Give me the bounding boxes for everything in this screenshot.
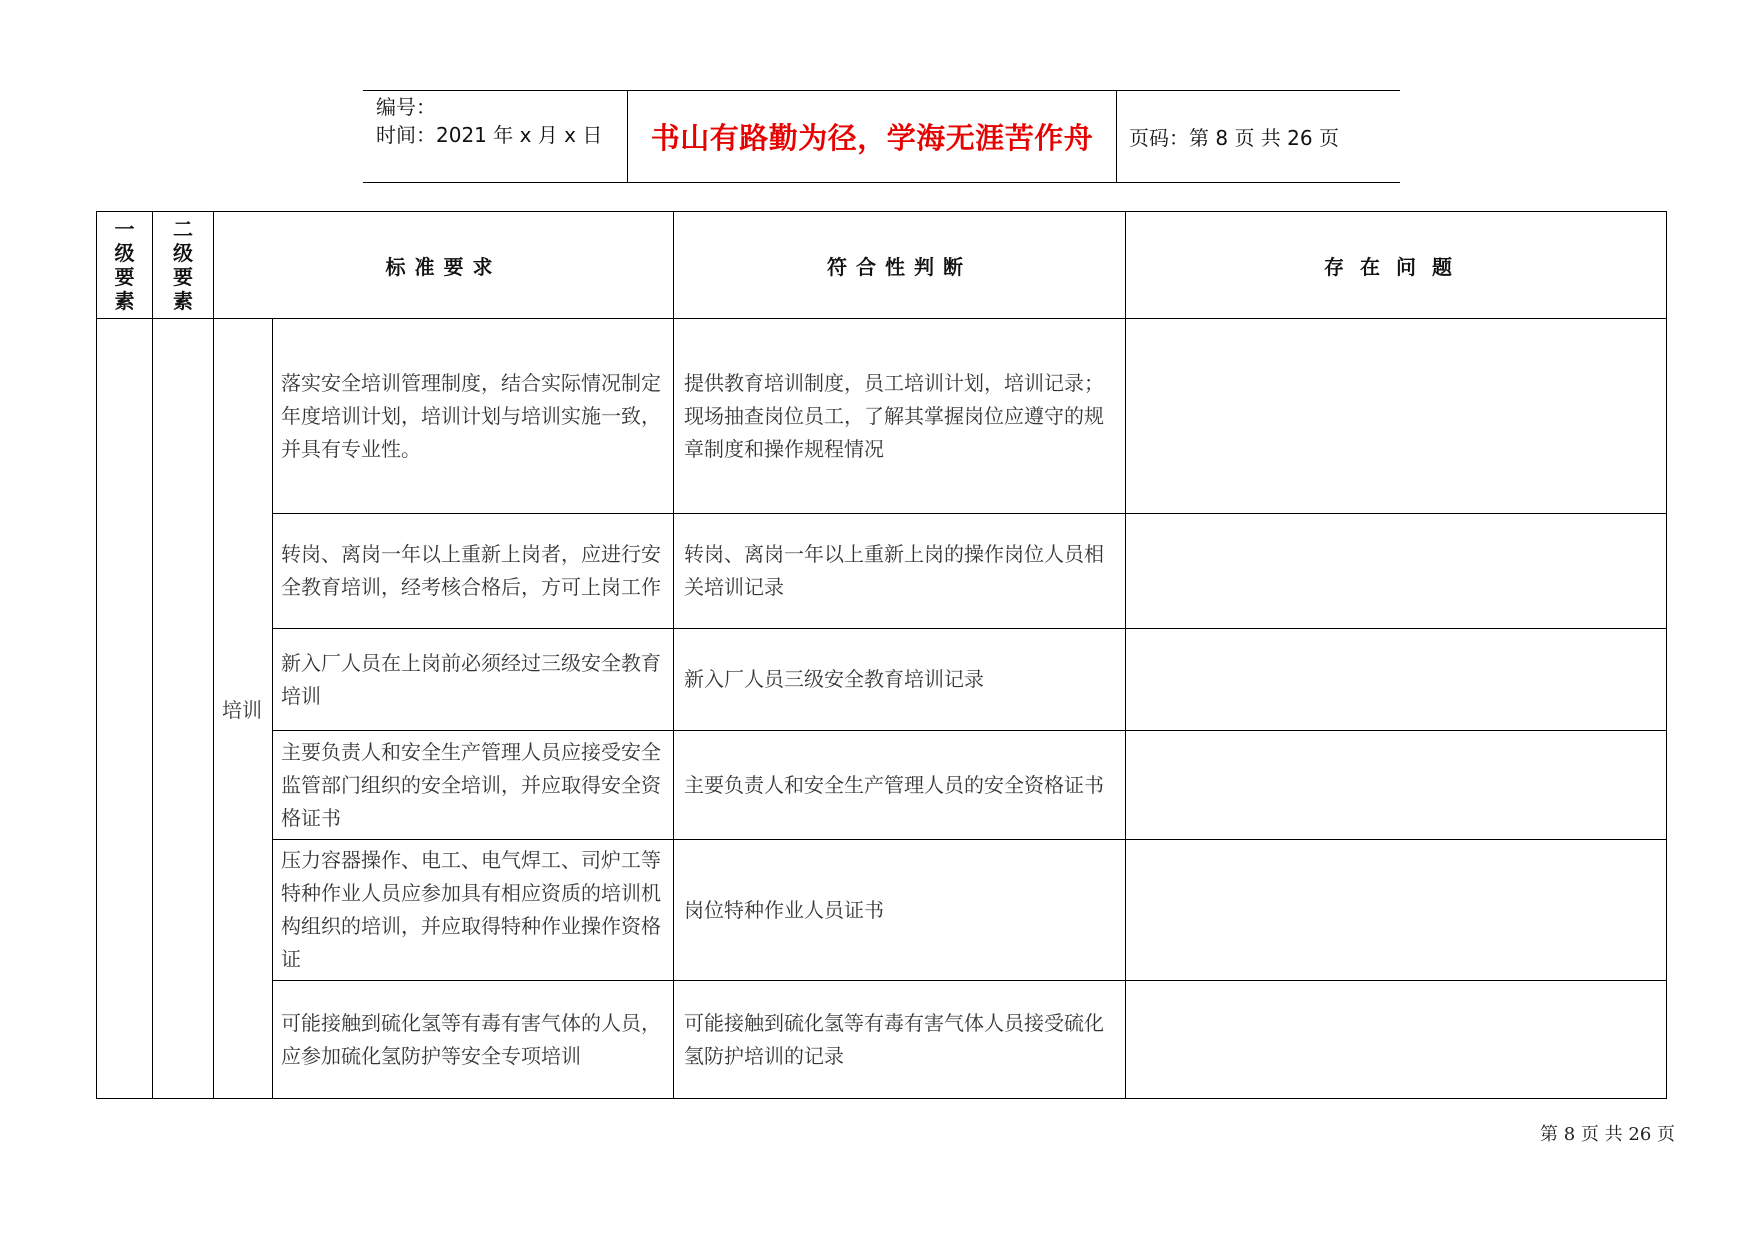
issues-cell	[1126, 319, 1667, 514]
header-level2	[153, 212, 214, 319]
standard-cell: 转岗、离岗一年以上重新上岗者，应进行安全教育培训，经考核合格后，方可上岗工作	[273, 514, 674, 629]
header-judgment	[674, 212, 1126, 319]
judgment-cell: 可能接触到硫化氢等有毒有害气体人员接受硫化氢防护培训的记录	[674, 981, 1126, 1099]
header-standard-label: 标准要求	[385, 254, 502, 279]
table-row	[97, 731, 1667, 840]
issues-cell	[1126, 840, 1667, 981]
header-judgment-label: 符合性判断	[827, 254, 972, 279]
standard-cell: 主要负责人和安全生产管理人员应接受安全监管部门组织的安全培训，并应取得安全资格证书	[273, 731, 674, 840]
standard-cell: 可能接触到硫化氢等有毒有害气体的人员，应参加硫化氢防护等安全专项培训	[273, 981, 674, 1099]
table-row	[97, 629, 1667, 731]
header-standard	[214, 212, 674, 319]
document-number-label: 编号：	[376, 95, 436, 119]
header-issues-label: 存在问题	[1324, 254, 1468, 279]
judgment-cell: 岗位特种作业人员证书	[674, 840, 1126, 981]
level2-cell	[153, 319, 214, 1099]
category-cell: 培训	[214, 319, 273, 1099]
standard-cell: 新入厂人员在上岗前必须经过三级安全教育培训	[273, 629, 674, 731]
header-page-label: 页码：第 8 页 共 26 页	[1129, 126, 1339, 150]
header-issues	[1126, 212, 1667, 319]
judgment-cell: 主要负责人和安全生产管理人员的安全资格证书	[674, 731, 1126, 840]
table-row	[97, 840, 1667, 981]
header-meta	[363, 91, 627, 182]
document-header	[363, 90, 1400, 183]
table-row	[97, 319, 1667, 514]
standard-cell: 落实安全培训管理制度，结合实际情况制定年度培训计划，培训计划与培训实施一致，并具有专业性。	[273, 319, 674, 514]
issues-cell	[1126, 731, 1667, 840]
judgment-cell: 提供教育培训制度，员工培训计划，培训记录；现场抽查岗位员工，了解其掌握岗位应遵守的规章制度和操作规程情况	[674, 319, 1126, 514]
judgment-cell: 转岗、离岗一年以上重新上岗的操作岗位人员相关培训记录	[674, 514, 1126, 629]
header-motto-cell	[627, 91, 1117, 182]
issues-cell	[1126, 981, 1667, 1099]
header-level1	[97, 212, 153, 319]
header-level1-label: 一级要素	[114, 217, 135, 313]
issues-cell	[1126, 629, 1667, 731]
inspection-table	[96, 211, 1667, 1099]
footer-page-number: 第 8 页 共 26 页	[1540, 1124, 1675, 1145]
table-row	[97, 514, 1667, 629]
table-row	[97, 981, 1667, 1099]
judgment-cell: 新入厂人员三级安全教育培训记录	[674, 629, 1126, 731]
table-header-row	[97, 212, 1667, 319]
level1-cell	[97, 319, 153, 1099]
header-page-cell	[1117, 91, 1400, 182]
header-level2-label: 二级要素	[173, 217, 193, 313]
standard-cell: 压力容器操作、电工、电气焊工、司炉工等特种作业人员应参加具有相应资质的培训机构组织的培训，并应取得特种作业操作资格证	[273, 840, 674, 981]
document-time-label: 时间：2021 年 x 月 x 日	[376, 123, 603, 147]
header-motto: 书山有路勤为径，学海无涯苦作舟	[650, 121, 1094, 155]
issues-cell	[1126, 514, 1667, 629]
